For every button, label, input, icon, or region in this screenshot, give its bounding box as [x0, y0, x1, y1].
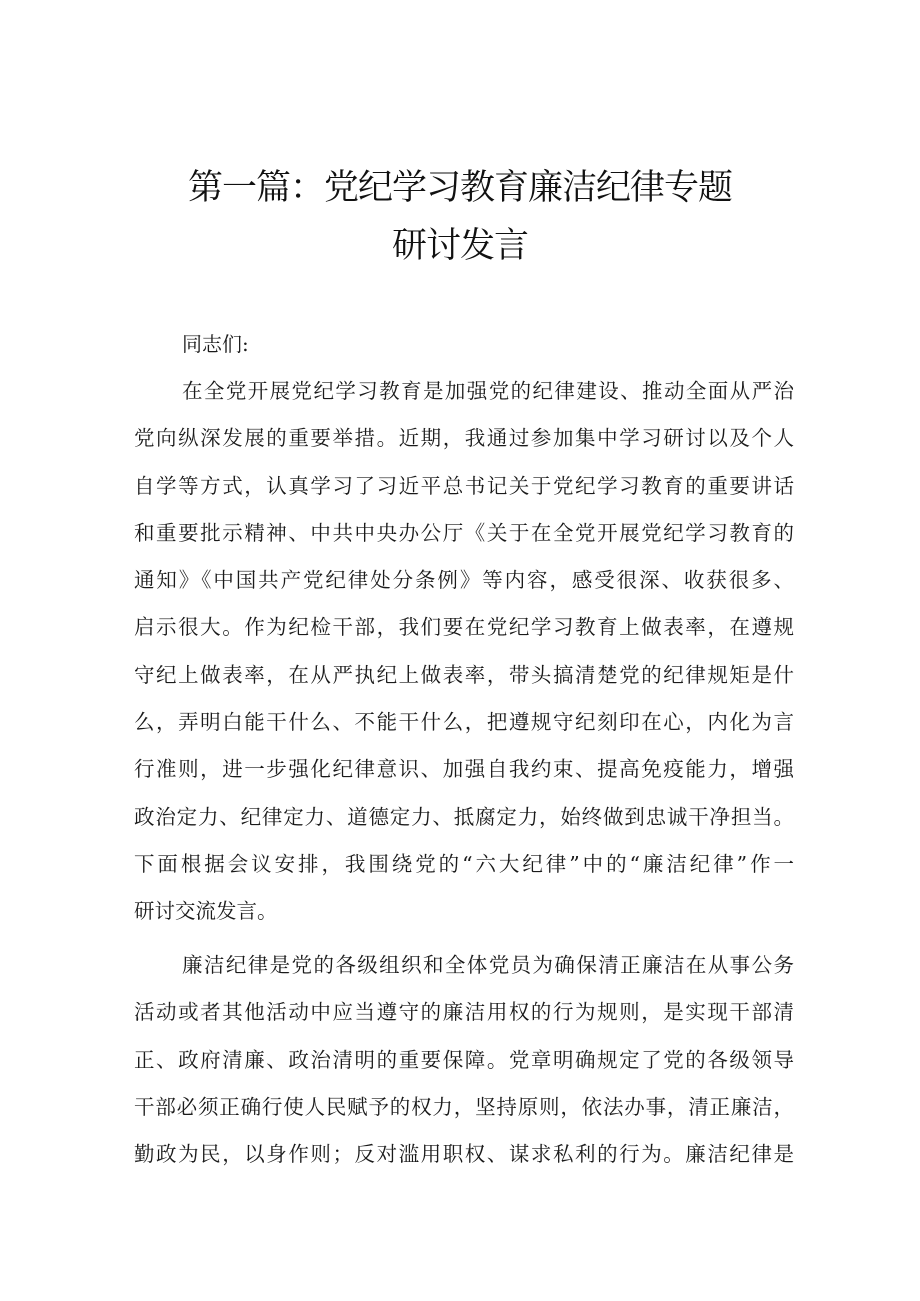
paragraph-line: 党向纵深发展的重要举措。近期，我通过参加集中学习研讨以及个人 — [134, 426, 794, 451]
paragraph-line: 研讨交流发言。 — [134, 899, 278, 924]
paragraph-line: 干部必须正确行使人民赋予的权力，坚持原则，依法办事，清正廉洁， — [134, 1094, 794, 1119]
paragraph-line: 守纪上做表率，在从严执纪上做表率，带头搞清楚党的纪律规矩是什 — [134, 662, 794, 687]
paragraph-2 — [134, 942, 794, 1178]
paragraph-line: 自学等方式，认真学习了习近平总书记关于党纪学习教育的重要讲话 — [134, 473, 794, 498]
paragraph-line: 启示很大。作为纪检干部，我们要在党纪学习教育上做表率，在遵规 — [134, 615, 794, 640]
document-title-line-2: 研讨发言 — [391, 226, 528, 266]
paragraph-line: 勤政为民，以身作则；反对滥用职权、谋求私利的行为。廉洁纪律是 — [134, 1142, 794, 1167]
paragraph-line: 和重要批示精神、中共中央办公厅《关于在全党开展党纪学习教育的 — [134, 520, 794, 545]
paragraph-line: 行准则，进一步强化纪律意识、加强自我约束、提高免疫能力，增强 — [134, 757, 794, 782]
salutation: 同志们: — [182, 332, 249, 356]
document-title-line-1: 第一篇：党纪学习教育廉洁纪律专题 — [187, 168, 732, 208]
paragraph-line: 政治定力、纪律定力、道德定力、抵腐定力，始终做到忠诚干净担当。 — [134, 804, 794, 829]
paragraph-1 — [134, 368, 794, 936]
paragraph-line: 么，弄明白能干什么、不能干什么，把遵规守纪刻印在心，内化为言 — [134, 710, 794, 735]
paragraph-line: 通知》《中国共产党纪律处分条例》等内容，感受很深、收获很多、 — [134, 568, 794, 593]
paragraph-line: 正、政府清廉、政治清明的重要保障。党章明确规定了党的各级领导 — [134, 1047, 794, 1072]
paragraph-line: 下面根据会议安排，我围绕党的“六大纪律”中的“廉洁纪律”作一 — [134, 851, 794, 876]
paragraph-line: 在全党开展党纪学习教育是加强党的纪律建设、推动全面从严治 — [182, 379, 794, 403]
paragraph-line: 活动或者其他活动中应当遵守的廉洁用权的行为规则，是实现干部清 — [134, 1000, 794, 1025]
paragraph-line: 廉洁纪律是党的各级组织和全体党员为确保清正廉洁在从事公务 — [182, 953, 794, 977]
